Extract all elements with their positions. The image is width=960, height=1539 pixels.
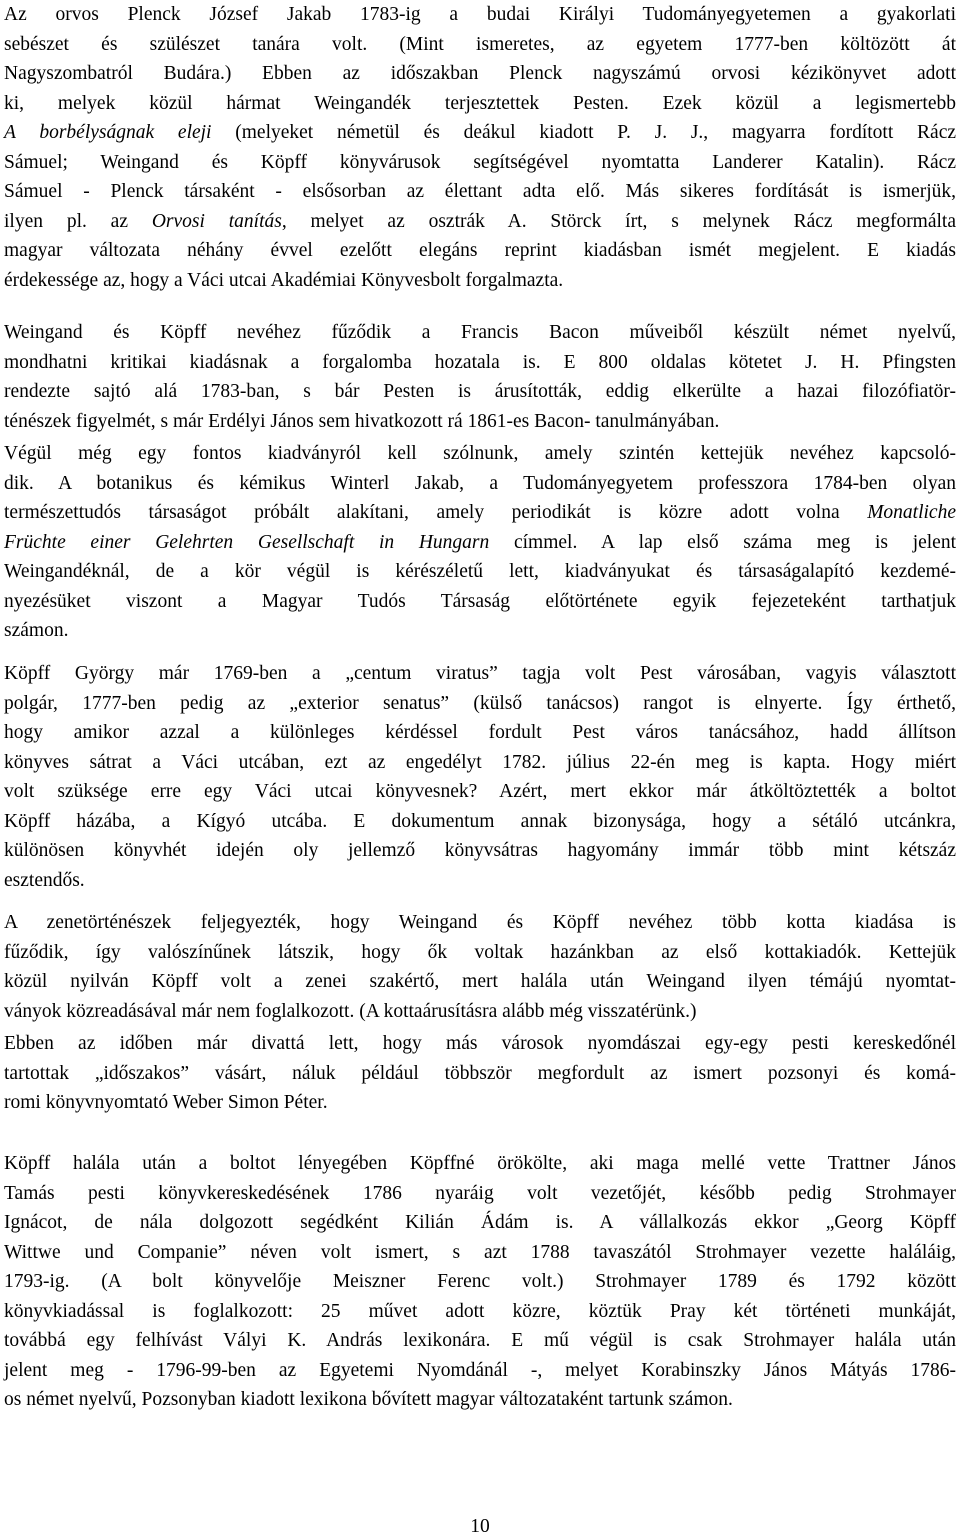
text-line: Ignácot, de nála dolgozott segédként Kilián Ádám is. A vállalkozás ekkor „Georg Köpff xyxy=(4,1212,956,1233)
text-line: közül nyilván Köpff volt a zenei szakértő, mert halála után Weingand ilyen témájú nyomtat- xyxy=(4,971,956,992)
text-line: mondhatni kritikai kiadásnak a forgalomba hozatala is. E 800 oldalas kötetet J. H. Pfingsten xyxy=(4,351,956,373)
text-line: könyvkiadással is foglalkozott: 25 művet adott közre, köztük Pray két történeti munkáját, xyxy=(4,1300,956,1322)
text-line: Ebben az időben már divattá lett, hogy más városok nyomdászai egy-egy pesti kereskedőnél xyxy=(4,1033,956,1054)
text-line: Weingand és Köpff nevéhez fűződik a Francis Bacon műveiből készült német nyelvű, xyxy=(4,322,956,343)
paragraph-vasar xyxy=(4,1029,956,1118)
text-run: , melyet az osztrák A. Störck írt, s melynek Rácz megformálta xyxy=(281,210,956,232)
text-run: ilyen pl. az xyxy=(4,210,152,232)
text-line: A zenetörténészek feljegyezték, hogy Weingand és Köpff nevéhez több kotta kiadása is xyxy=(4,912,956,933)
text-line xyxy=(4,528,956,558)
book-title-orvosi-tanitas: Orvosi tanítás xyxy=(151,210,282,232)
text-line: romi könyvnyomtató Weber Simon Péter. xyxy=(4,1092,328,1113)
text-line: Weingandéknál, de a kör végül is kérészéletű lett, kiadványukat és társaságalapító kezdemé- xyxy=(4,561,956,582)
text-line: magyar változata néhány évvel ezelőtt elegáns reprint kiadásban ismét megjelent. E kiadás xyxy=(4,240,956,261)
text-line: továbbá egy felhívást Vályi K. András lexikonára. E mű végül is csak Strohmayer halála után xyxy=(4,1330,956,1351)
text-line: Wittwe und Companie” néven volt ismert, s azt 1788 tavaszától Strohmayer vezette haláláig, xyxy=(4,1241,956,1263)
paragraph-winterl xyxy=(4,439,956,646)
text-line: Végül még egy fontos kiadványról kell szólnunk, amely szintén kettejük nevéhez kapcsoló- xyxy=(4,443,956,464)
paragraph-kopff-gyorgy xyxy=(4,659,956,895)
text-line: os német nyelvű, Pozsonyban kiadott lexikona bővített magyar változataként tartunk számon. xyxy=(4,1389,733,1410)
text-run: természettudós társaságot próbált alakítani, amely periodikát is közre adott volna xyxy=(4,502,868,523)
text-run: ki, melyek közül hármat Weingandék terjesztettek Pesten. Ezek közül a legismertebb xyxy=(4,92,956,114)
text-line: hogy amikor azzal a különleges kérdéssel fordult Pest város tanácsához, hadd állítson xyxy=(4,722,956,743)
text-line: esztendős. xyxy=(4,869,85,891)
book-title-borbelysag: A borbélyságnak eleji xyxy=(4,122,212,143)
page-number: 10 xyxy=(470,1516,490,1537)
text-line: Nagyszombatról Budára.) Ebben az időszakban Plenck nagyszámú orvosi kézikönyvet adott xyxy=(4,63,956,84)
paragraph-strohmayer xyxy=(4,1149,956,1415)
text-line: könyves sátrat a Váci utcában, ezt az engedélyt 1782. július 22-én meg is kapta. Hogy miért xyxy=(4,751,956,773)
text-line: Sámuel; Weingand és Köpff könyvárusok segítségével nyomtatta Landerer Katalin). Rácz xyxy=(4,151,956,173)
text-line: dik. A botanikus és kémikus Winterl Jakab, a Tudományegyetem professzora 1784-ben olyan xyxy=(4,472,956,494)
text-line: ványok közreadásával már nem foglalkozott. (A kottaárusításra alább még visszatérünk.) xyxy=(4,1000,697,1022)
text-line: ténészek figyelmét, s már Erdélyi János sem hivatkozott rá 1861-es Bacon- tanulmányában. xyxy=(4,410,720,432)
text-line xyxy=(4,89,956,119)
text-line: fűződik, így valószínűnek látszik, hogy ők voltak hazánkban az első kottakiadók. Kettejük xyxy=(4,941,956,963)
text-line: jelent meg - 1796-99-ben az Egyetemi Nyomdánál -, melyet Korabinszky János Mátyás 1786- xyxy=(4,1359,956,1381)
text-line: Köpff házába, a Kígyó utcába. E dokumentum annak bizonysága, hogy a sétáló utcánkra, xyxy=(4,810,956,832)
text-line: különösen könyvhét idején oly jellemző könyvsátras hagyomány immár több mint kétszáz xyxy=(4,840,956,861)
text-run: (melyeket németül és deákul kiadott P. J. J., magyarra fordított Rácz xyxy=(211,122,957,143)
text-line: Köpff György már 1769-ben a „centum viratus” tagja volt Pest városában, vagyis választott xyxy=(4,663,956,684)
text-line xyxy=(4,498,956,528)
text-line: számon. xyxy=(4,620,69,641)
text-line: érdekessége az, hogy a Váci utcai Akadémiai Könyvesbolt forgalmazta. xyxy=(4,269,564,291)
text-line: sebészet és szülészet tanára volt. (Mint ismeretes, az egyetem 1777-ben költözött át xyxy=(4,33,956,55)
periodical-title: Früchte einer Gelehrten Gesellschaft in Hungarn xyxy=(4,531,490,553)
text-line: polgár, 1777-ben pedig az „exterior senatus” (külső tanácsos) rangot is elnyerte. Így érthető, xyxy=(4,692,956,714)
text-line: 1793-ig. (A bolt könyvelője Meiszner Ferenc volt.) Strohmayer 1789 és 1792 között xyxy=(4,1271,956,1292)
text-line: Tamás pesti könyvkereskedésének 1786 nyaráig volt vezetőjét, később pedig Strohmayer xyxy=(4,1182,956,1204)
text-line: nyezésüket viszont a Magyar Tudós Társaság előtörténete egyik fejezeteként tarthatjuk xyxy=(4,590,956,612)
text-line: Sámuel - Plenck társaként - elsősorban az élettant adta elő. Más sikeres fordítását is ismerjük, xyxy=(4,181,956,202)
text-line: Köpff halála után a boltot lényegében Köpffné örökölte, aki maga mellé vette Trattner János xyxy=(4,1153,956,1174)
paragraph-bacon xyxy=(4,318,956,436)
text-run: címmel. A lap első száma meg is jelent xyxy=(489,531,957,553)
text-line: rendezte sajtó alá 1783-ban, s bár Pesten is árusították, eddig elkerülte a hazai filozófiatör- xyxy=(4,381,956,402)
periodical-title: Monatliche xyxy=(867,502,956,523)
paragraph-zenetortenet xyxy=(4,908,956,1026)
paragraph-plenck xyxy=(4,0,956,295)
text-line xyxy=(4,118,956,148)
text-line: volt szüksége erre egy Váci utcai könyvesnek? Azért, mert ekkor már átköltöztették a boltot xyxy=(4,781,956,802)
text-line xyxy=(4,207,956,237)
text-line: tartottak „időszakos” vásárt, náluk például többször megfordult az ismert pozsonyi és komá- xyxy=(4,1062,956,1084)
text-line: Az orvos Plenck József Jakab 1783-ig a budai Királyi Tudományegyetemen a gyakorlati xyxy=(4,4,956,25)
